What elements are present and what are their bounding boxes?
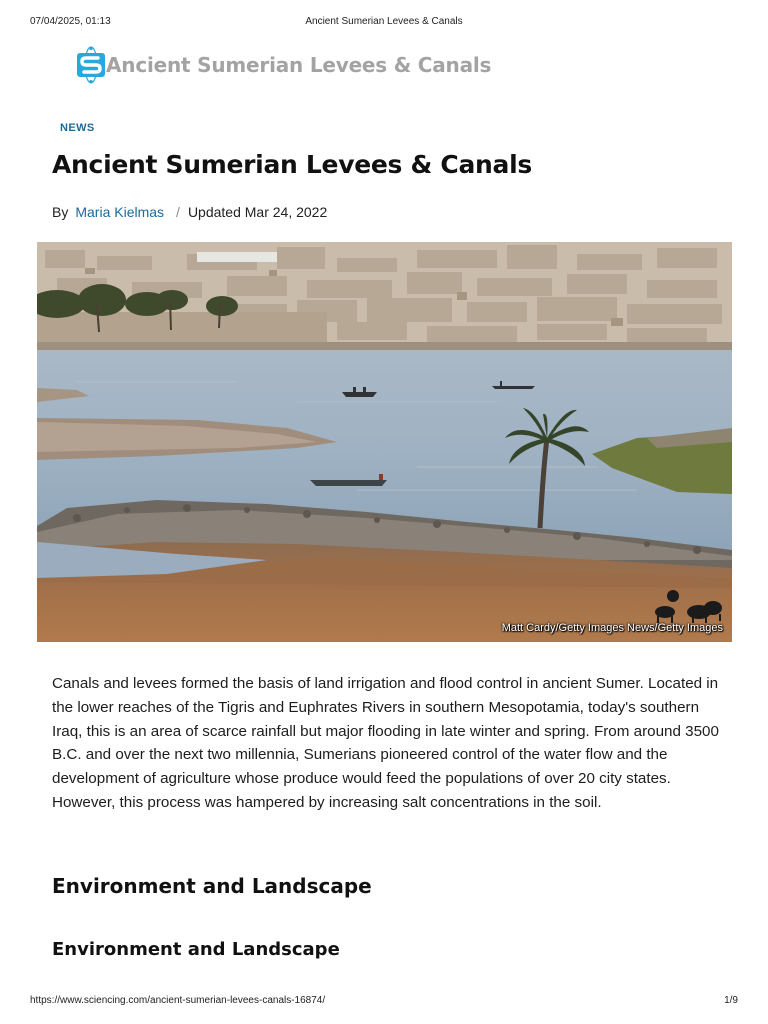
byline-separator: / <box>176 204 180 220</box>
sciencing-logo-icon <box>74 46 108 84</box>
article-paragraph: Canals and levees formed the basis of land irrigation and flood control in ancient Sumer. Located in the lower reaches of the Tigris and Euphrates Rivers in southern Mesopotamia, today's southern Iraq, this is an area of scarce rainfall but major flooding in late winter and spring. From around 3500 B.C. and over the next two millennia, Sumerians pioneered control of the water flow and the development of agriculture whose produce would feed the populations of over 20 city states. However, this process was hampered by increasing salt concentrations in the soil. <box>52 675 719 811</box>
author-link[interactable]: Maria Kielmas <box>75 204 165 220</box>
article-title: Ancient Sumerian Levees & Canals <box>52 150 532 179</box>
site-logo-link[interactable] <box>74 46 491 84</box>
print-footer <box>0 995 768 1009</box>
print-header <box>0 16 768 30</box>
page-number: 1/9 <box>724 995 738 1006</box>
image-credit: Matt Cardy/Getty Images News/Getty Images <box>501 622 723 634</box>
byline-prefix: By <box>52 204 69 220</box>
category-link[interactable]: NEWS <box>60 122 95 134</box>
hero-image <box>37 242 732 642</box>
print-date: 07/04/2025, 01:13 <box>30 16 111 27</box>
section-heading: Environment and Landscape <box>52 874 372 898</box>
subsection-heading: Environment and Landscape <box>52 939 340 960</box>
site-name: Ancient Sumerian Levees & Canals <box>106 53 492 77</box>
byline <box>52 204 327 220</box>
print-url: https://www.sciencing.com/ancient-sumerian-levees-canals-16874/ <box>30 995 326 1006</box>
hero-photo <box>37 242 732 642</box>
updated-date: Updated Mar 24, 2022 <box>187 204 328 220</box>
print-document-title: Ancient Sumerian Levees & Canals <box>305 16 463 27</box>
